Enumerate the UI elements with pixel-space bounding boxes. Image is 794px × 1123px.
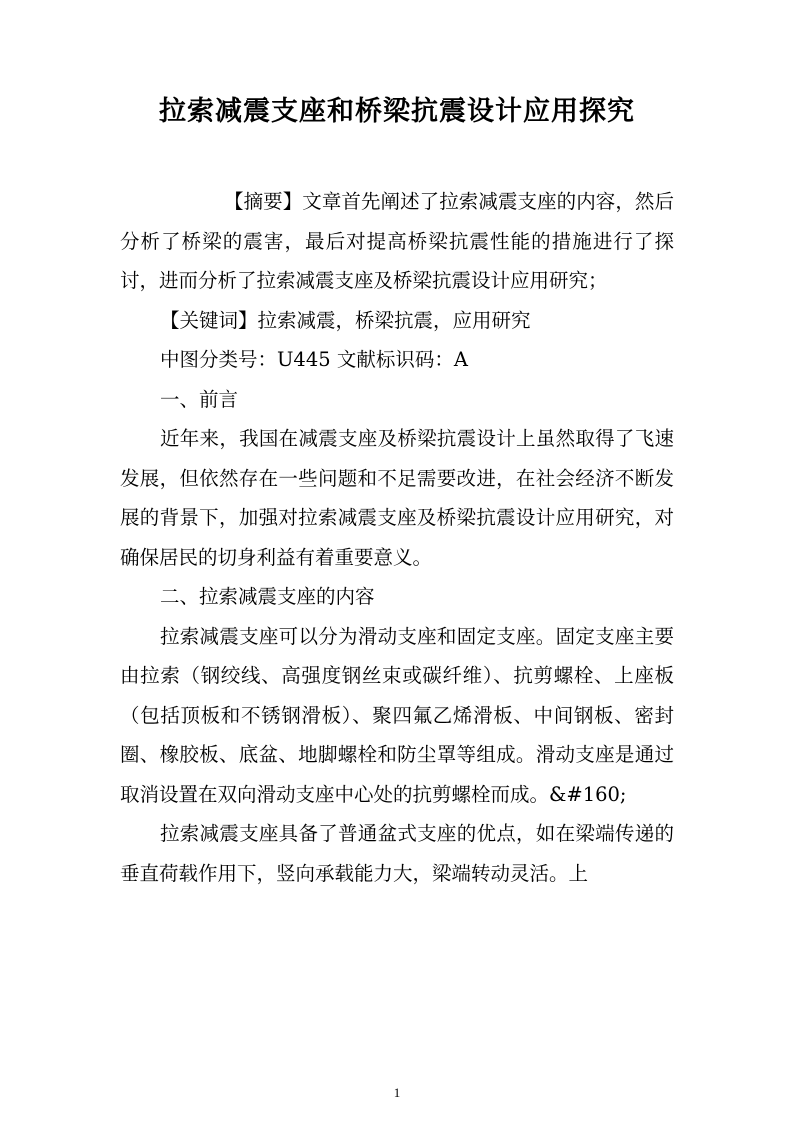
page-number: 1 [393,1085,401,1100]
body-paragraph: 近年来，我国在减震支座及桥梁抗震设计上虽然取得了飞速发展，但依然存在一些问题和不足需要改进，在社会经济不断发展的背景下，加强对拉索减震支座及桥梁抗震设计应用研究，对确保居民的切身利益有着重要意义。 [120,427,674,569]
body-paragraph: 拉索减震支座具备了普通盆式支座的优点，如在梁端传递的垂直荷载作用下，竖向承载能力大，梁端转动灵活。上 [120,822,674,885]
document-body [120,182,674,893]
section-heading-content: 二、拉索减震支座的内容 [160,585,375,608]
section-heading-preface: 一、前言 [160,387,239,411]
document-title: 拉索减震支座和桥梁抗震设计应用探究 [159,96,635,127]
classification-paragraph: 中图分类号：U445 文献标识码：A [160,348,468,371]
keywords-paragraph: 【关键词】拉索减震，桥梁抗震，应用研究 [160,308,531,332]
abstract-paragraph: 【摘要】文章首先阐述了拉索减震支座的内容，然后分析了桥梁的震害，最后对提高桥梁抗震性能的措施进行了探讨，进而分析了拉索减震支座及桥梁抗震设计应用研究； [120,190,674,292]
body-paragraph: 拉索减震支座可以分为滑动支座和固定支座。固定支座主要由拉索（钢绞线、高强度钢丝束或碳纤维）、抗剪螺栓、上座板（包括顶板和不锈钢滑板）、聚四氟乙烯滑板、中间钢板、密封圈、橡胶板、底盆、地脚螺栓和防尘罩等组成。滑动支座是通过取消设置在双向滑动支座中心处的抗剪螺栓而成。&#160; [120,624,674,806]
